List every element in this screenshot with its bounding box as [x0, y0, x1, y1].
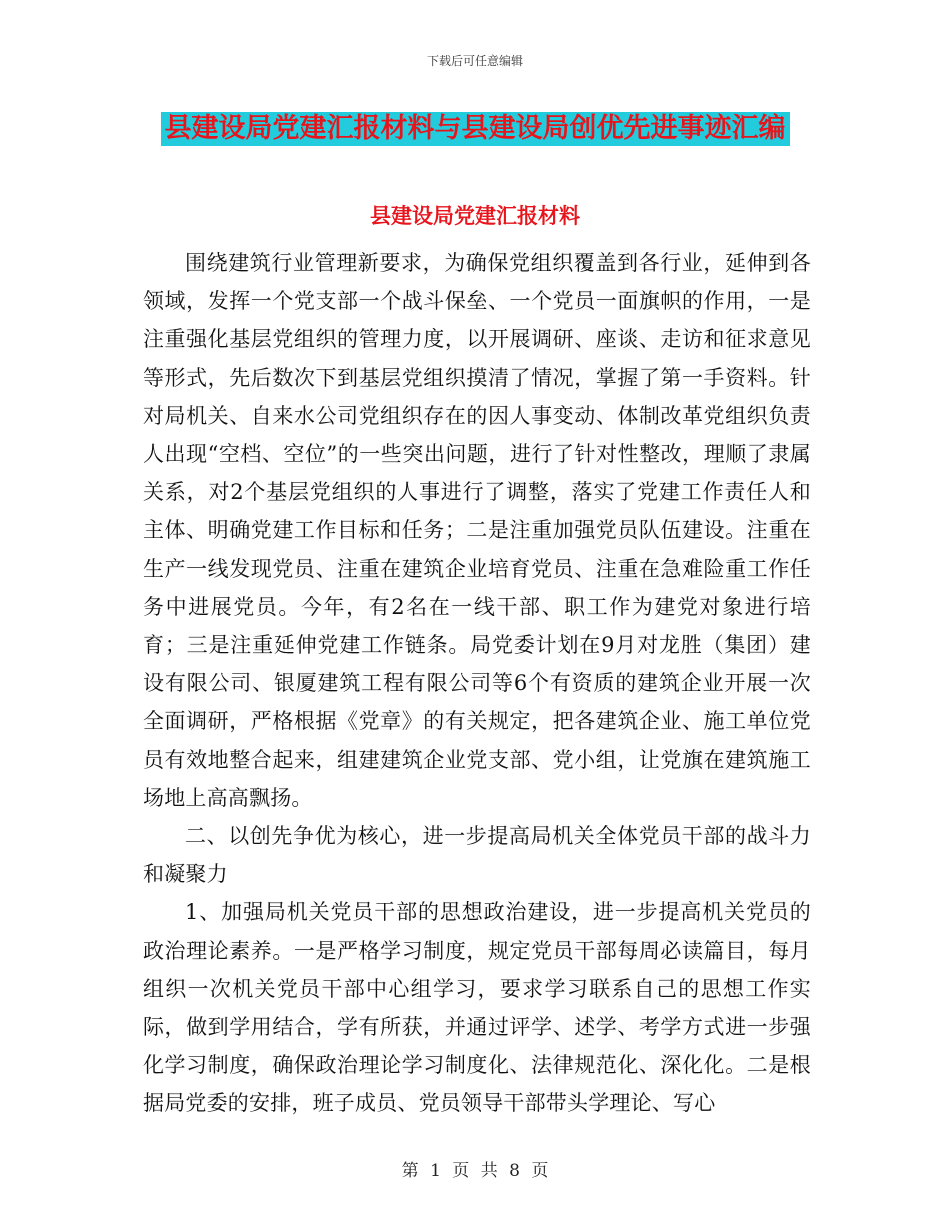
main-title-container [0, 112, 950, 146]
paragraph: 1、加强局机关党员干部的思想政治建设，进一步提高机关党员的政治理论素养。一是严格学习制度，规定党员干部每周必读篇目，每月组织一次机关党员干部中心组学习，要求学习联系自己的思想工作实际，做到学用结合，学有所获，并通过评学、述学、考学方式进一步强化学习制度，确保政治理论学习制度化、法律规范化、深化化。二是根据局党委的安排，班子成员、党员领导干部带头学理论、写心 [143, 900, 811, 1116]
main-title: 县建设局党建汇报材料与县建设局创优先进事迹汇编 [161, 112, 790, 146]
section-title: 县建设局党建汇报材料 [370, 204, 580, 228]
paragraph: 围绕建筑行业管理新要求，为确保党组织覆盖到各行业，延伸到各领域，发挥一个党支部一个战斗保垒、一个党员一面旗帜的作用，一是注重强化基层党组织的管理力度，以开展调研、座谈、走访和征求意见等形式，先后数次下到基层党组织摸清了情况，掌握了第一手资料。针对局机关、自来水公司党组织存在的因人事变动、体制改革党组织负责人出现“空档、空位”的一些突出问题，进行了针对性整改，理顺了隶属关系，对2个基层党组织的人事进行了调整，落实了党建工作责任人和主体、明确党建工作目标和任务；二是注重加强党员队伍建设。注重在生产一线发现党员、注重在建筑企业培育党员、注重在急难险重工作任务中进展党员。今年，有2名在一线干部、职工作为建党对象进行培育；三是注重延伸党建工作链条。局党委计划在9月对龙胜（集团）建设有限公司、银厦建筑工程有限公司等6个有资质的建筑企业开展一次全面调研，严格根据《党章》的有关规定，把各建筑企业、施工单位党员有效地整合起来，组建建筑企业党支部、党小组，让党旗在建筑施工场地上高高飘扬。 [143, 251, 811, 810]
paragraph: 二、以创先争优为核心，进一步提高局机关全体党员干部的战斗力和凝聚力 [143, 824, 811, 887]
page-header-note: 下载后可任意编辑 [426, 54, 523, 68]
document-body [143, 244, 811, 1123]
page-footer: 第 1 页 共 8 页 [401, 1161, 549, 1181]
